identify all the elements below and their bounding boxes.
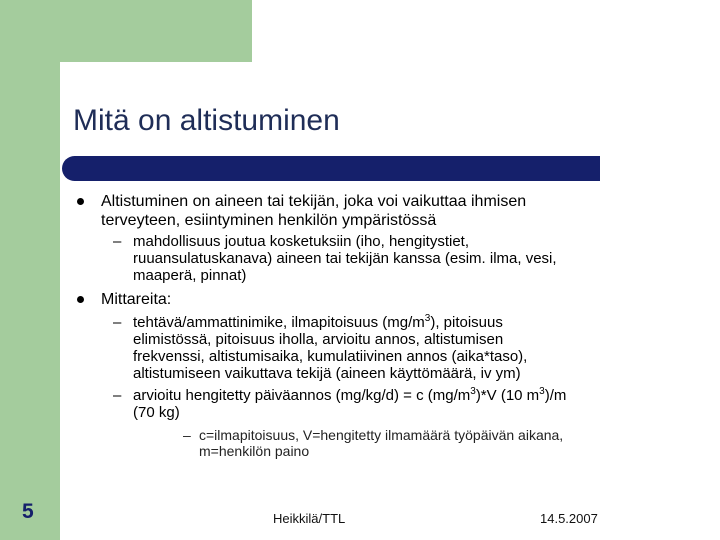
decorative-green-header [0, 0, 252, 62]
text-fragment: )*V (10 m [475, 387, 540, 404]
bullet-line: Mittareita: [101, 291, 172, 308]
title-underline-bar [62, 156, 600, 181]
text-fragment: ), pitoisuus [430, 314, 503, 331]
text-fragment: )/m [544, 387, 567, 404]
dash-marker: – [113, 233, 122, 250]
sub-bullet-exposure-possibility [113, 233, 557, 284]
dash-marker: – [183, 427, 191, 443]
sub-bullet-line [133, 314, 527, 331]
footer-author: Heikkilä/TTL [273, 511, 346, 526]
definition-line: m=henkilön paino [199, 443, 310, 459]
superscript: 3 [424, 313, 431, 324]
decorative-green-sidebar [0, 0, 60, 540]
bullet-definition [101, 192, 526, 230]
formula-line: (70 kg) [133, 404, 180, 421]
bullet-line: Altistuminen on aineen tai tekijän, joka voi vaikuttaa ihmisen [101, 193, 527, 210]
slide-title: Mitä on altistuminen [73, 104, 340, 137]
definition-line: c=ilmapitoisuus, V=hengitetty ilmamäärä työpäivän aikana, [199, 427, 564, 443]
slide-number: 5 [22, 500, 34, 523]
formula-line [133, 387, 566, 404]
sub-bullet-line: altistumiseen vaikuttava tekijä (aineen käyttömäärä, iv ym) [133, 365, 521, 382]
sub-bullet-daily-dose-formula [113, 386, 567, 421]
text-fragment: arvioitu hengitetty päiväannos (mg/kg/d) = c (mg/m [133, 387, 471, 404]
sub-bullet-line: elimistössä, pitoisuus iholla, arvioitu annos, altistumisen [133, 331, 504, 348]
sub-bullet-metric-list [113, 313, 528, 382]
text-fragment: tehtävä/ammattinimike, ilmapitoisuus (mg/m [133, 314, 425, 331]
bullet-line: terveyteen, esiintyminen henkilön ympäristössä [101, 212, 437, 229]
dash-marker: – [113, 387, 122, 404]
footer-date: 14.5.2007 [540, 511, 598, 526]
sub-bullet-line: ruuansulatuskanava) aineen tai tekijän kanssa (esim. ilma, vesi, [133, 250, 557, 267]
bullet-metrics [101, 290, 171, 309]
sub-bullet-line: frekvenssi, altistumisaika, kumulatiivinen annos (aika*taso), [133, 348, 528, 365]
sub-bullet-line: mahdollisuus joutua kosketuksiin (iho, hengitystiet, [133, 233, 470, 250]
bullet-marker [77, 198, 84, 205]
sub-bullet-line: maaperä, pinnat) [133, 267, 247, 284]
bullet-marker [77, 296, 84, 303]
superscript: 3 [470, 386, 476, 397]
superscript: 3 [539, 386, 545, 397]
sub-sub-bullet-variable-definitions [183, 427, 564, 459]
dash-marker: – [113, 314, 122, 331]
